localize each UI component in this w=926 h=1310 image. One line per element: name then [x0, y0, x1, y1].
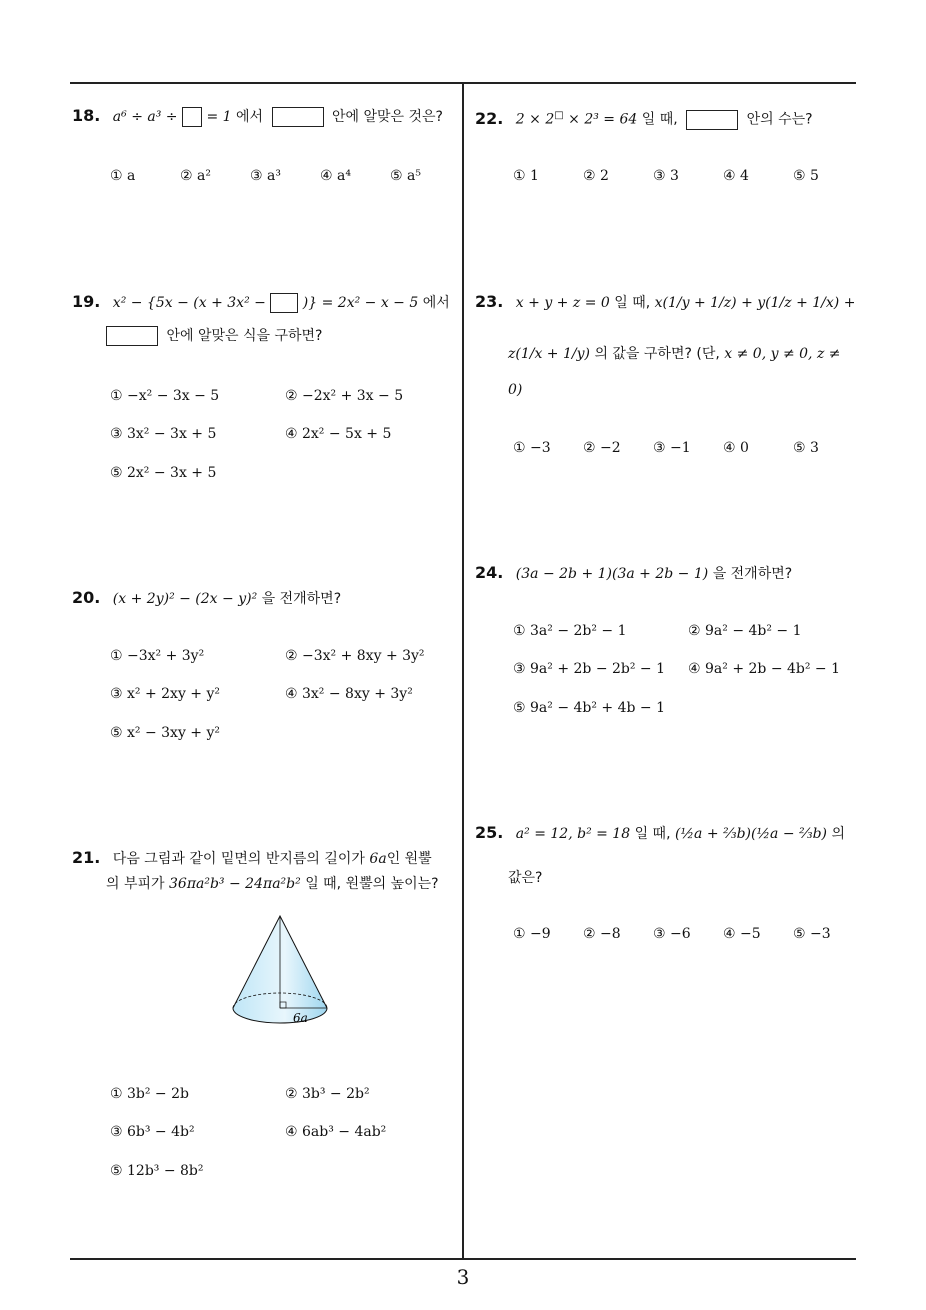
question-number: 22.: [475, 108, 504, 128]
option-2[interactable]: ② −3x² + 8xy + 3y²: [285, 648, 425, 664]
option-1[interactable]: ① a: [110, 168, 136, 184]
option-4[interactable]: ④ 6ab³ − 4ab²: [285, 1124, 387, 1140]
question-text: 에서: [422, 295, 450, 311]
option-5[interactable]: ⑤ a⁵: [390, 168, 421, 184]
question-text: 을 전개하면?: [712, 566, 793, 582]
question-25: [475, 823, 860, 844]
option-1[interactable]: ① 3a² − 2b² − 1: [513, 623, 627, 639]
question-text: 인 원뿔: [386, 851, 432, 867]
option-2[interactable]: ② 9a² − 4b² − 1: [688, 623, 802, 639]
question-19-line2: [106, 326, 322, 346]
answer-blank-box: [272, 107, 324, 127]
option-4[interactable]: ④ −5: [723, 926, 761, 942]
option-2[interactable]: ② 2: [583, 168, 609, 184]
option-2[interactable]: ② a²: [180, 168, 211, 184]
question-22: [475, 106, 860, 130]
option-3[interactable]: ③ x² + 2xy + y²: [110, 686, 221, 702]
question-expression: z(1/x + 1/y): [508, 346, 590, 362]
question-expression: x + y + z = 0: [515, 295, 610, 311]
question-text: 일 때,: [614, 295, 651, 311]
question-expression-2: (½a + ⅔b)(½a − ⅔b): [674, 826, 827, 842]
question-21: [72, 848, 457, 869]
question-expression-2: x(1/y + 1/z) + y(1/z + 1/x) +: [654, 295, 856, 311]
answer-blank-box: [686, 110, 738, 130]
question-expression-2: )} = 2x² − x − 5: [302, 295, 419, 311]
option-3[interactable]: ③ a³: [250, 168, 281, 184]
question-condition-end: 0): [508, 382, 523, 398]
option-1[interactable]: ① 1: [513, 168, 539, 184]
option-4[interactable]: ④ 4: [723, 168, 749, 184]
question-23-line3: [508, 380, 522, 400]
option-5[interactable]: ⑤ 2x² − 3x + 5: [110, 465, 217, 481]
question-number: 21.: [72, 848, 101, 867]
option-2[interactable]: ② −2x² + 3x − 5: [285, 388, 404, 404]
cone-figure: [225, 910, 340, 1035]
option-4[interactable]: ④ 9a² + 2b − 4b² − 1: [688, 661, 841, 677]
option-1[interactable]: ① −3: [513, 440, 551, 456]
question-expression: (x + 2y)² − (2x − y)²: [112, 591, 258, 607]
answer-blank-box: [182, 107, 202, 127]
option-1[interactable]: ① 3b² − 2b: [110, 1086, 189, 1102]
option-3[interactable]: ③ 9a² + 2b − 2b² − 1: [513, 661, 666, 677]
option-5[interactable]: ⑤ x² − 3xy + y²: [110, 725, 221, 741]
option-3[interactable]: ③ 3: [653, 168, 679, 184]
question-condition: x ≠ 0, y ≠ 0, z ≠: [724, 346, 841, 362]
option-3[interactable]: ③ −6: [653, 926, 691, 942]
question-text: 일 때,: [634, 826, 671, 842]
question-23-line2: [508, 344, 863, 364]
question-expression: x² − {5x − (x + 3x² −: [112, 295, 266, 311]
option-5[interactable]: ⑤ 9a² − 4b² + 4b − 1: [513, 700, 666, 716]
question-text: 에서: [235, 109, 264, 125]
option-1[interactable]: ① −9: [513, 926, 551, 942]
option-2[interactable]: ② −8: [583, 926, 621, 942]
option-3[interactable]: ③ −1: [653, 440, 691, 456]
question-text-end: 안에 알맞은 것은?: [331, 109, 443, 125]
answer-blank-box: [106, 326, 158, 346]
question-text: 일 때,: [641, 111, 678, 128]
option-4[interactable]: ④ 2x² − 5x + 5: [285, 426, 392, 442]
column-divider: [462, 82, 464, 1260]
question-number: 20.: [72, 588, 101, 607]
question-18: [72, 106, 457, 127]
question-19: [72, 292, 457, 313]
option-4[interactable]: ④ a⁴: [320, 168, 351, 184]
answer-blank-box: [270, 293, 298, 313]
option-5[interactable]: ⑤ 12b³ − 8b²: [110, 1163, 204, 1179]
question-number: 24.: [475, 563, 504, 582]
question-23: [475, 292, 860, 313]
question-text: 안에 알맞은 식을 구하면?: [166, 328, 323, 344]
question-expression: a⁶ ÷ a³ ÷: [112, 109, 178, 125]
question-20: [72, 588, 457, 609]
question-expression: 2 × 2: [515, 111, 555, 128]
question-expression: 6a: [369, 851, 387, 867]
question-21-line2: [106, 874, 466, 894]
question-expression-2: × 2³ = 64: [568, 111, 638, 128]
question-text-end: 의: [831, 826, 845, 842]
question-text: 의 부피가: [106, 876, 165, 892]
option-1[interactable]: ① −3x² + 3y²: [110, 648, 205, 664]
bottom-rule: [70, 1258, 856, 1260]
question-24: [475, 563, 860, 584]
page-number: 3: [456, 1265, 470, 1289]
question-text: 일 때, 원뿔의 높이는?: [305, 876, 439, 892]
option-5[interactable]: ⑤ 5: [793, 168, 819, 184]
option-2[interactable]: ② 3b³ − 2b²: [285, 1086, 370, 1102]
option-5[interactable]: ⑤ 3: [793, 440, 819, 456]
question-text-end: 안의 수는?: [746, 111, 813, 128]
option-3[interactable]: ③ 6b³ − 4b²: [110, 1124, 195, 1140]
question-number: 18.: [72, 106, 101, 125]
question-expression: 36πa²b³ − 24πa²b²: [169, 876, 301, 892]
option-5[interactable]: ⑤ −3: [793, 926, 831, 942]
question-text: 을 전개하면?: [261, 591, 342, 607]
question-text: 의 값을 구하면? (단,: [594, 346, 720, 362]
question-text: 다음 그림과 같이 밑면의 반지름의 길이가: [112, 851, 365, 867]
option-3[interactable]: ③ 3x² − 3x + 5: [110, 426, 217, 442]
question-number: 23.: [475, 292, 504, 311]
question-number: 19.: [72, 292, 101, 311]
option-1[interactable]: ① −x² − 3x − 5: [110, 388, 220, 404]
question-number: 25.: [475, 823, 504, 842]
option-2[interactable]: ② −2: [583, 440, 621, 456]
question-text: 값은?: [508, 870, 543, 886]
question-expression: a² = 12, b² = 18: [515, 826, 631, 842]
question-expression: (3a − 2b + 1)(3a + 2b − 1): [515, 566, 709, 582]
option-4[interactable]: ④ 0: [723, 440, 749, 456]
radius-label: 6a: [293, 1011, 308, 1025]
question-expression-2: = 1: [206, 109, 232, 125]
option-4[interactable]: ④ 3x² − 8xy + 3y²: [285, 686, 413, 702]
exponent-blank: □: [554, 110, 564, 121]
question-25-line2: [508, 868, 542, 888]
